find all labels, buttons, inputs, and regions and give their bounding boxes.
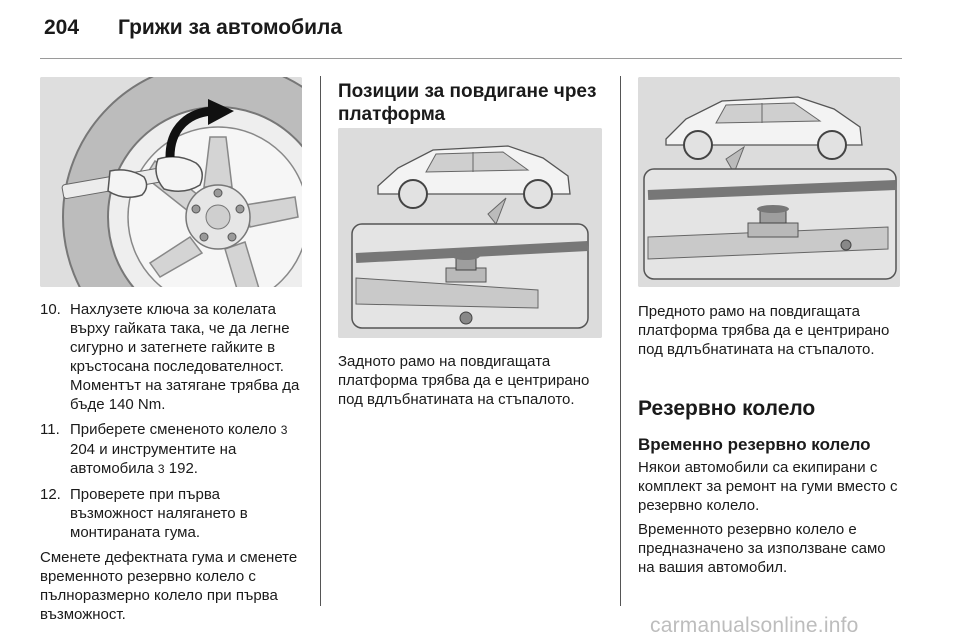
step-number: 10. [40,301,61,318]
spare-wheel-heading: Резервно колело [638,397,816,420]
step-11 [40,420,304,479]
page-reference-arrow-icon: 3 [157,462,165,476]
step-text: Проверете при първа възможност налягането в монтираната гума. [70,486,248,541]
page-reference-link[interactable]: 204 [70,441,96,458]
page-number: 204 [44,16,80,39]
rear-arm-caption: Задното рамо на повдигащата платформа трябва да е центрирано под вдлъбнатината на стъпалото. [338,353,590,408]
step-text: Нахлузете ключа за колелата върху гайката така, че да легне сигурно и затегнете гайките в кръстосана последователност. Моментът на затягане трябва да бъде 140 Nm. [70,301,300,413]
front-lift-arm-figure [638,77,900,287]
wheel-nut-tightening-figure [40,77,302,287]
step-text [70,420,304,479]
closing-paragraph: Сменете дефектната гума и сменете временното резервно колело с пълноразмерно колело при първа възможност. [40,549,298,623]
spare-wheel-paragraph-1: Някои автомобили са екипирани с комплект за ремонт на гуми вместо с резервно колело. [638,459,898,514]
column-divider [320,76,321,606]
temporary-spare-wheel-subheading: Временно резервно колело [638,435,871,454]
watermark: carmanualsonline.info [650,614,859,637]
page-reference-arrow-icon: 3 [280,423,288,437]
lift-positions-heading: Позиции за повдигане чрез платформа [338,81,597,125]
step-text-part: Приберете смененото колело [70,421,277,438]
step-number: 12. [40,486,61,503]
spare-wheel-paragraph-2: Временното резервно колело е предназначено за използване само на вашия автомобил. [638,521,886,576]
header-divider [40,58,902,59]
step-12 [40,485,304,542]
step-text-part: и инструментите на автомобила [70,441,237,477]
step-10 [40,300,304,414]
column-divider [620,76,621,606]
step-number: 11. [40,421,60,438]
page-reference-link[interactable]: 192. [168,460,198,477]
rear-lift-arm-figure [338,128,602,338]
front-arm-caption: Предното рамо на повдигащата платформа трябва да е центрирано под вдлъбнатината на стъпалото. [638,303,890,358]
page-title: Грижи за автомобила [118,16,343,39]
